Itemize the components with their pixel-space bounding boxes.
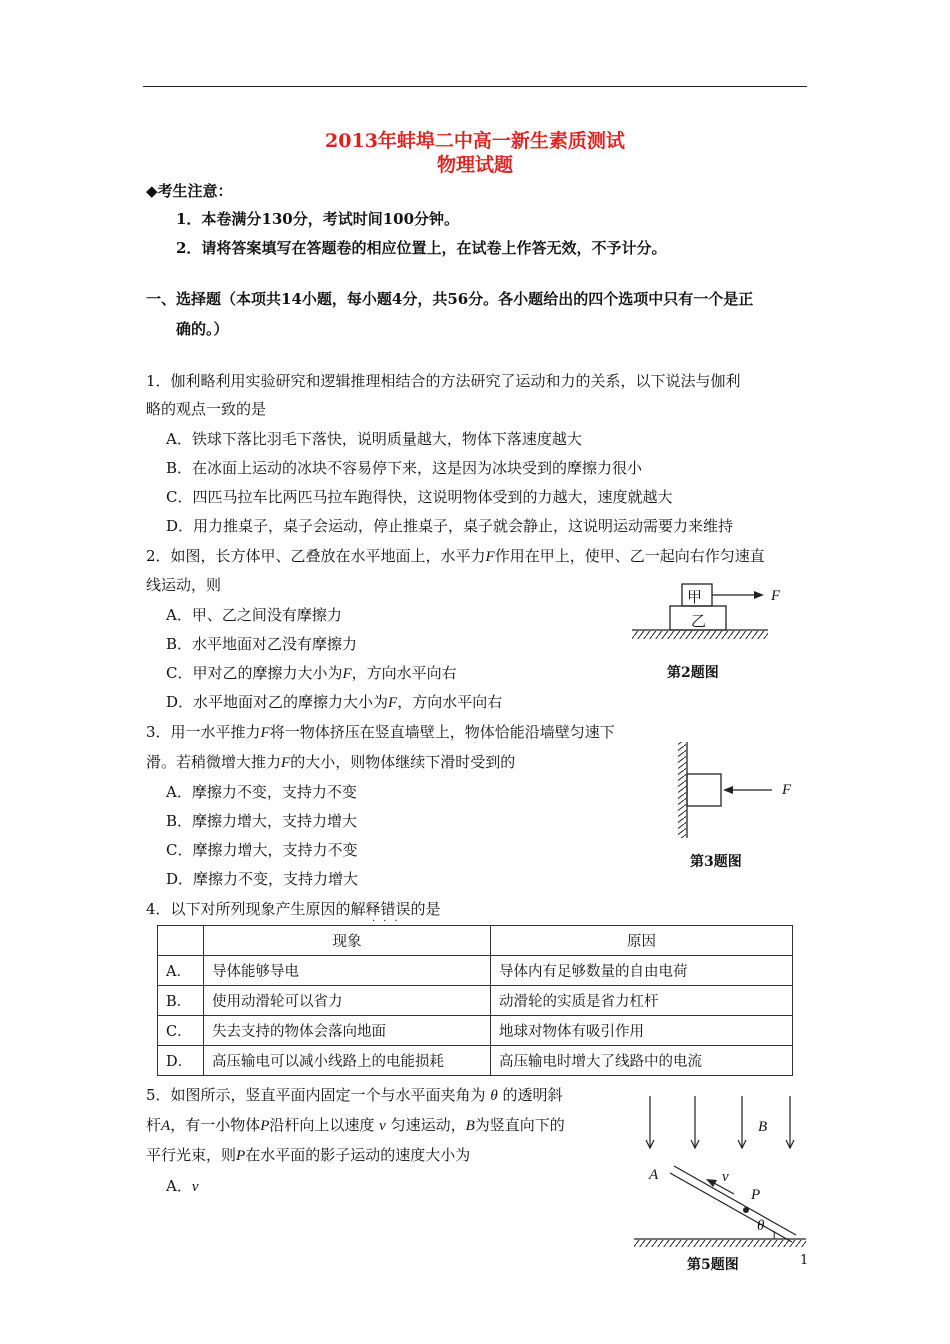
table-row: [158, 956, 793, 986]
q2-option-c: C．甲对乙的摩擦力大小为F，方向水平向右: [166, 664, 457, 682]
q2-caption: 第2题图: [667, 665, 719, 681]
table-row: [158, 1016, 793, 1046]
q2-stem-cont: 线运动，则: [146, 576, 222, 594]
q3-option-d: D．摩擦力不变，支持力增大: [166, 870, 359, 888]
q5-stem: 5．如图所示，竖直平面内固定一个与水平面夹角为 θ 的透明斜: [146, 1086, 563, 1104]
table-row: [158, 1046, 793, 1076]
notice-heading: ◆考生注意：: [146, 182, 233, 200]
q1-stem: 1．伽利略利用实验研究和逻辑推理相结合的方法研究了运动和力的关系，以下说法与伽利: [146, 372, 741, 390]
table-header-cell: 原因: [491, 926, 793, 956]
pressed-block: [687, 774, 721, 806]
table-cell: 动滑轮的实质是省力杠杆: [491, 986, 793, 1016]
table-cell: 高压输电可以减小线路上的电能损耗: [204, 1046, 491, 1076]
rod-line: [674, 1166, 796, 1235]
table-cell: 导体内有足够数量的自由电荷: [491, 956, 793, 986]
q5-label-theta: θ: [757, 1218, 765, 1234]
q2-option-a: A．甲、乙之间没有摩擦力: [166, 606, 342, 624]
q2-stem: 2．如图，长方体甲、乙叠放在水平地面上，水平力F作用在甲上，使甲、乙一起向右作匀速直: [146, 547, 765, 565]
exam-title: 2013年蚌埠二中高一新生素质测试: [325, 130, 625, 152]
notice-item-1: 1．本卷满分130分，考试时间100分钟。: [176, 210, 460, 228]
q4-stem: 4．以下对所列现象产生原因的解释错误的是: [146, 900, 441, 918]
table-cell: A．: [158, 956, 204, 986]
page-number: 1: [800, 1253, 809, 1268]
q3-option-b: B．摩擦力增大，支持力增大: [166, 812, 358, 830]
q5-label-p: P: [751, 1187, 761, 1203]
ground-hatch: [632, 631, 768, 639]
table-cell: B．: [158, 986, 204, 1016]
q5-stem-cont: 杆A，有一小物体P沿杆向上以速度 v 匀速运动，B为竖直向下的: [146, 1116, 565, 1134]
q1-stem-cont: 略的观点一致的是: [146, 400, 267, 418]
q1-option-c: C．四匹马拉车比两匹马拉车跑得快，这说明物体受到的力越大，速度就越大: [166, 488, 673, 506]
q2-option-d: D．水平地面对乙的摩擦力大小为F，方向水平向右: [166, 693, 503, 711]
q5-label-b: B: [758, 1119, 768, 1135]
q2-label-yi: 乙: [691, 612, 707, 630]
wall-hatch: [678, 742, 686, 838]
table-cell: 失去支持的物体会落向地面: [204, 1016, 491, 1046]
q3-caption: 第3题图: [690, 854, 742, 870]
ground-hatch: [634, 1240, 806, 1247]
force-arrowhead: [723, 786, 733, 794]
q2-option-b: B．水平地面对乙没有摩擦力: [166, 635, 358, 653]
velocity-arrowhead: [706, 1179, 717, 1187]
q3-option-a: A．摩擦力不变，支持力不变: [166, 783, 357, 801]
q1-option-b: B．在冰面上运动的冰块不容易停下来，这是因为冰块受到的摩擦力很小: [166, 459, 643, 477]
table-cell: D．: [158, 1046, 204, 1076]
table-cell: 高压输电时增大了线路中的电流: [491, 1046, 793, 1076]
header-rule: [143, 86, 807, 87]
q1-option-a: A．铁球下落比羽毛下落快，说明质量越大，物体下落速度越大: [166, 430, 582, 448]
q3-label-f: F: [782, 782, 792, 798]
object-p: [743, 1207, 749, 1213]
q5-option-a: A．v: [166, 1177, 199, 1195]
q5-stem-cont-2: 平行光束，则P在水平面的影子运动的速度大小为: [146, 1146, 471, 1164]
q4-emphasis-dots: ···: [372, 916, 406, 927]
q4-table: [157, 925, 793, 1076]
q3-figure: [676, 740, 786, 840]
table-cell: 导体能够导电: [204, 956, 491, 986]
q5-caption: 第5题图: [687, 1257, 739, 1273]
table-cell: 使用动滑轮可以省力: [204, 986, 491, 1016]
q1-option-d: D．用力推桌子，桌子会运动，停止推桌子，桌子就会静止，这说明运动需要力来维持: [166, 517, 734, 535]
section-heading-cont: 确的。）: [176, 320, 229, 338]
exam-subtitle: 物理试题: [436, 154, 513, 176]
q2-label-f: F: [771, 588, 781, 604]
q3-stem: 3．用一水平推力F将一物体挤压在竖直墙壁上，物体恰能沿墙壁匀速下: [146, 723, 615, 741]
table-row: [158, 986, 793, 1016]
notice-item-2: 2．请将答案填写在答题卷的相应位置上，在试卷上作答无效，不予计分。: [176, 239, 667, 257]
section-heading: 一、选择题（本项共14小题，每小题4分，共56分。各小题给出的四个选项中只有一个是正: [146, 290, 754, 308]
table-header-cell: [158, 926, 204, 956]
table-cell: 地球对物体有吸引作用: [491, 1016, 793, 1046]
q5-label-a: A: [649, 1167, 659, 1183]
q3-option-c: C．摩擦力增大，支持力不变: [166, 841, 358, 859]
q2-label-jia: 甲: [687, 588, 703, 606]
table-cell: C．: [158, 1016, 204, 1046]
force-arrowhead: [754, 591, 764, 599]
table-header-cell: 现象: [204, 926, 491, 956]
q5-label-v: v: [722, 1169, 729, 1185]
table-header-row: [158, 926, 793, 956]
q3-stem-cont: 滑。若稍微增大推力F的大小，则物体继续下滑时受到的: [146, 753, 516, 771]
